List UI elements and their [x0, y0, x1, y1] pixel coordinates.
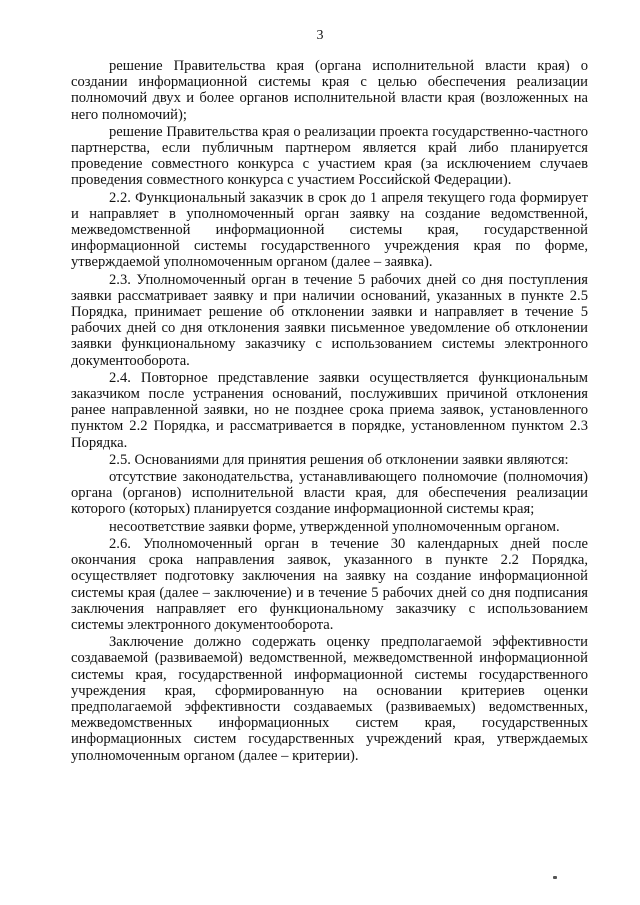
paragraph-decision-info-system: решение Правительства края (органа исполнительной власти края) о создании информационной системы края с целью обеспечения реализации полномочий двух и более органов исполнительной власти края (возложенных на него полномочий); — [71, 58, 588, 123]
paragraph-2-3: 2.3. Уполномоченный орган в течение 5 рабочих дней со дня поступления заявки рассматривает заявку и при наличии оснований, указанных в пункте 2.5 Порядка, принимает решение об отклонении заявки и направляет в течение 5 рабочих дней со дня отклонения заявки письменное уведомление об отклонении заявки функциональному заказчику с использованием системы электронного документооборота. — [71, 271, 588, 369]
paragraph-2-2: 2.2. Функциональный заказчик в срок до 1 апреля текущего года формирует и направляет в уполномоченный орган заявку на создание ведомственной, межведомственной информационной системы края, государственной информационной системы государственного учреждения края по форме, утверждаемой уполномоченным органом (далее – заявка). — [71, 189, 588, 271]
page-number: 3 — [316, 28, 324, 43]
paragraph-conclusion: Заключение должно содержать оценку предполагаемой эффективности создаваемой (развиваемой) ведомственной, межведомственной информационной системы края, государственной информационной системы государственного учреждения края, сформированную на основании критериев оценки предполагаемой эффективности создаваемых (развиваемых) ведомственных, межведомственных информационных систем края, государственных информационных систем государственных учреждений края, утверждаемых уполномоченным органом (далее – критерии). — [71, 634, 588, 764]
paragraph-no-legislation: отсутствие законодательства, устанавливающего полномочие (полномочия) органа (органов) исполнительной власти края, для обеспечения реализации которого (которых) планируется создание информационной системы края; — [71, 469, 588, 518]
paragraph-2-4: 2.4. Повторное представление заявки осуществляется функциональным заказчиком после устранения оснований, послуживших причиной отклонения ранее направленной заявки, но не позднее срока приема заявок, установленного пунктом 2.2 Порядка, и рассматривается в порядке, установленном пунктом 2.3 Порядка. — [71, 369, 588, 451]
paragraph-2-5: 2.5. Основаниями для принятия решения об отклонении заявки являются: — [109, 451, 569, 468]
paragraph-2-6: 2.6. Уполномоченный орган в течение 30 календарных дней после окончания срока направления заявок, указанного в пункте 2.2 Порядка, осуществляет подготовку заключения на заявку на создание информационной системы края (далее – заключение) и в течение 5 рабочих дней со дня подписания заключения направляет его функциональному заказчику с использованием системы электронного документооборота. — [71, 535, 588, 633]
paragraph-form-mismatch: несоответствие заявки форме, утвержденной уполномоченным органом. — [109, 518, 560, 535]
scan-mark — [553, 876, 557, 879]
document-body — [71, 58, 588, 764]
paragraph-decision-ppp: решение Правительства края о реализации проекта государственно-частного партнерства, если публичным партнером является край либо планируется проведение совместного конкурса с участием края (за исключением случаев проведения совместного конкурса с участием Российской Федерации). — [71, 123, 588, 189]
